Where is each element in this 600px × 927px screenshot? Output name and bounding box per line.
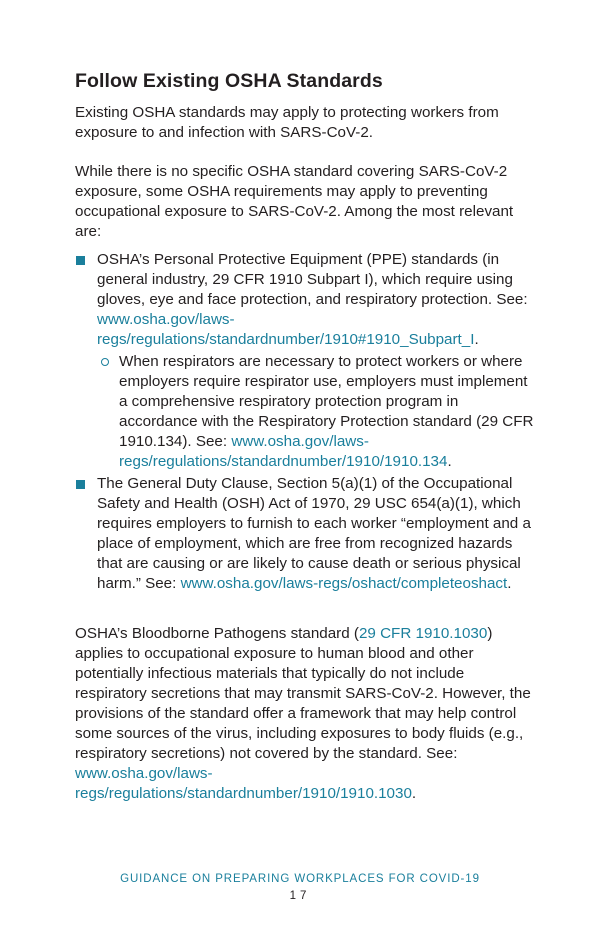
list-item-text: The General Duty Clause, Section 5(a)(1) of the Occupational Safety and Health (OSH) Act of 1970, 29 USC 654(a)(1), which requires employers to furnish to each worker “employment and a place of employment, which are free from recognized hazards that are causing or are likely to cause death or serious physical harm.” See: www.osha.gov/laws-regs/oshact/completeoshact. (97, 475, 531, 592)
footer-title: GUIDANCE ON PREPARING WORKPLACES FOR COVID-19 (120, 873, 480, 885)
circle-bullet-icon (101, 358, 109, 366)
osh-act-link[interactable]: www.osha.gov/laws-regs/oshact/completeoshact (180, 575, 508, 592)
intro-paragraph: Existing OSHA standards may apply to protecting workers from exposure to and infection with SARS-CoV-2. (75, 104, 499, 141)
bloodborne-standard-link[interactable]: www.osha.gov/laws-regs/regulations/standardnumber/1910/1910.1030 (75, 765, 412, 802)
ppe-standards-link[interactable]: www.osha.gov/laws-regs/regulations/standardnumber/1910#1910_Subpart_I (97, 311, 475, 348)
list-item-general-duty (75, 474, 535, 594)
cfr-1910-1030-link[interactable]: 29 CFR 1910.1030 (358, 625, 488, 642)
bloodborne-paragraph: OSHA’s Bloodborne Pathogens standard (29 CFR 1910.1030) applies to occupational exposure to human blood and other potentially infectious materials that typically do not include respiratory secretions that may transmit SARS-CoV-2. However, the provisions of the standard offer a framework that may help control some sources of the virus, including exposures to body fluids (e.g., respiratory secretions) not covered by the standard. See: www.osha.gov/laws-regs/regulations/standardnumber/1910/1910.1030. (75, 625, 531, 802)
standards-list (75, 250, 535, 594)
respiratory-protection-link[interactable]: www.osha.gov/laws-regs/regulations/standardnumber/1910/1910.134 (119, 433, 448, 470)
list-item-ppe (75, 250, 535, 472)
list-item-text: OSHA’s Personal Protective Equipment (PPE) standards (in general industry, 29 CFR 1910 Subpart I), which require using gloves, eye and face protection, and respiratory protection. See: www.osha.gov/laws-regs/regulations/standardnumber/1910#1910_Subpart_I. (97, 251, 528, 348)
page-number: 17 (289, 890, 311, 902)
section-heading: Follow Existing OSHA Standards (75, 70, 383, 92)
square-bullet-icon (76, 256, 85, 265)
relevant-standards-paragraph: While there is no specific OSHA standard covering SARS-CoV-2 exposure, some OSHA requirements may apply to preventing occupational exposure to SARS-CoV-2. Among the most relevant are: (75, 163, 514, 240)
square-bullet-icon (76, 480, 85, 489)
sub-item-text: When respirators are necessary to protect workers or where employers require respirator use, employers must implement a comprehensive respiratory protection program in accordance with the Respiratory Protection standard (29 CFR 1910.134). See: www.osha.gov/laws-regs/regulations/standardnumber/1910/1910.134. (119, 353, 534, 470)
sub-item-respirators (97, 352, 535, 472)
